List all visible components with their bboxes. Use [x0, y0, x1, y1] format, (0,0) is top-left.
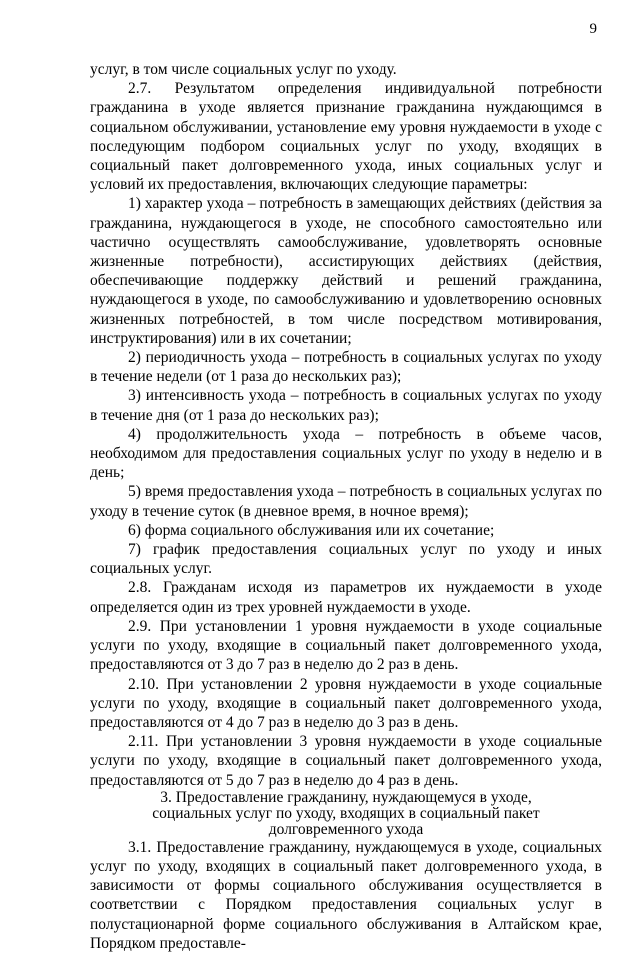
section-heading-line-2: социальных услуг по уходу, входящих в социальный пакет [152, 804, 540, 822]
paragraph-3-1: 3.1. Предоставление гражданину, нуждающемуся в уходе, социальных услуг по уходу, входящих в социальный пакет долговременного ухода, в зависимости от формы социального обслуживания осуществляется в соответствии с Порядком предоставления социальных услуг в полустационарной форме социального обслуживания в Алтайском крае, Порядком предоставле- [90, 838, 602, 952]
document-body [90, 60, 602, 953]
section-3-heading [90, 790, 602, 838]
section-heading-line-1: 3. Предоставление гражданину, нуждающемуся в уходе, [160, 788, 532, 806]
paragraph-2-10: 2.10. При установлении 2 уровня нуждаемости в уходе социальные услуги по уходу, входящие в социальный пакет долговременного ухода, предоставляются от 4 до 7 раз в неделю до 3 раз в день. [90, 675, 602, 731]
paragraph-continuation: услуг, в том числе социальных услуг по уходу. [90, 61, 397, 78]
paragraph-2-7: 2.7. Результатом определения индивидуальной потребности гражданина в уходе является признание гражданина нуждающимся в социальном обслуживании, установление ему уровня нуждаемости в уходе с последующим подбором социальных услуг по уходу, входящих в социальный пакет долговременного ухода, иных социальных услуг и условий их предоставления, включающих следующие параметры: [90, 80, 602, 194]
section-heading-line-3: долговременного ухода [268, 820, 424, 838]
paragraph-2-8: 2.8. Гражданам исходя из параметров их нуждаемости в уходе определяется один из трех уровней нуждаемости в уходе. [90, 579, 602, 616]
list-item-3: 3) интенсивность ухода – потребность в социальных услугах по уходу в течение дня (от 1 раза до нескольких раз); [90, 387, 602, 424]
list-item-7: 7) график предоставления социальных услуг по уходу и иных социальных услуг. [90, 541, 602, 578]
list-item-1: 1) характер ухода – потребность в замещающих действиях (действия за гражданина, нуждающегося в уходе, не способного самостоятельно или частично осуществлять самообслуживание, удовлетворять основные жизненные потребности), ассистирующих действиях (действия, обеспечивающие поддержку действий и решений гражданина, нуждающегося в уходе, по самообслуживанию и удовлетворению основных жизненных потребностей, в том числе посредством мотивирования, инструктирования) или в их сочетании; [90, 195, 602, 347]
list-item-5: 5) время предоставления ухода – потребность в социальных услугах по уходу в течение суток (в дневное время, в ночное время); [90, 483, 602, 520]
list-item-2: 2) периодичность ухода – потребность в социальных услугах по уходу в течение недели (от 1 раза до нескольких раз); [90, 349, 602, 386]
list-item-6: 6) форма социального обслуживания или их сочетание; [128, 521, 495, 539]
list-item-4: 4) продолжительность ухода – потребность в объеме часов, необходимом для предоставления социальных услуг по уходу в неделю и в день; [90, 425, 602, 482]
page-number: 9 [589, 21, 597, 37]
paragraph-2-9: 2.9. При установлении 1 уровня нуждаемости в уходе социальные услуги по уходу, входящие в социальный пакет долговременного ухода, предоставляются от 3 до 7 раз в неделю до 2 раз в день. [90, 617, 602, 674]
paragraph-2-11: 2.11. При установлении 3 уровня нуждаемости в уходе социальные услуги по уходу, входящие в социальный пакет долговременного ухода, предоставляются от 5 до 7 раз в неделю до 4 раз в день. [90, 733, 602, 789]
